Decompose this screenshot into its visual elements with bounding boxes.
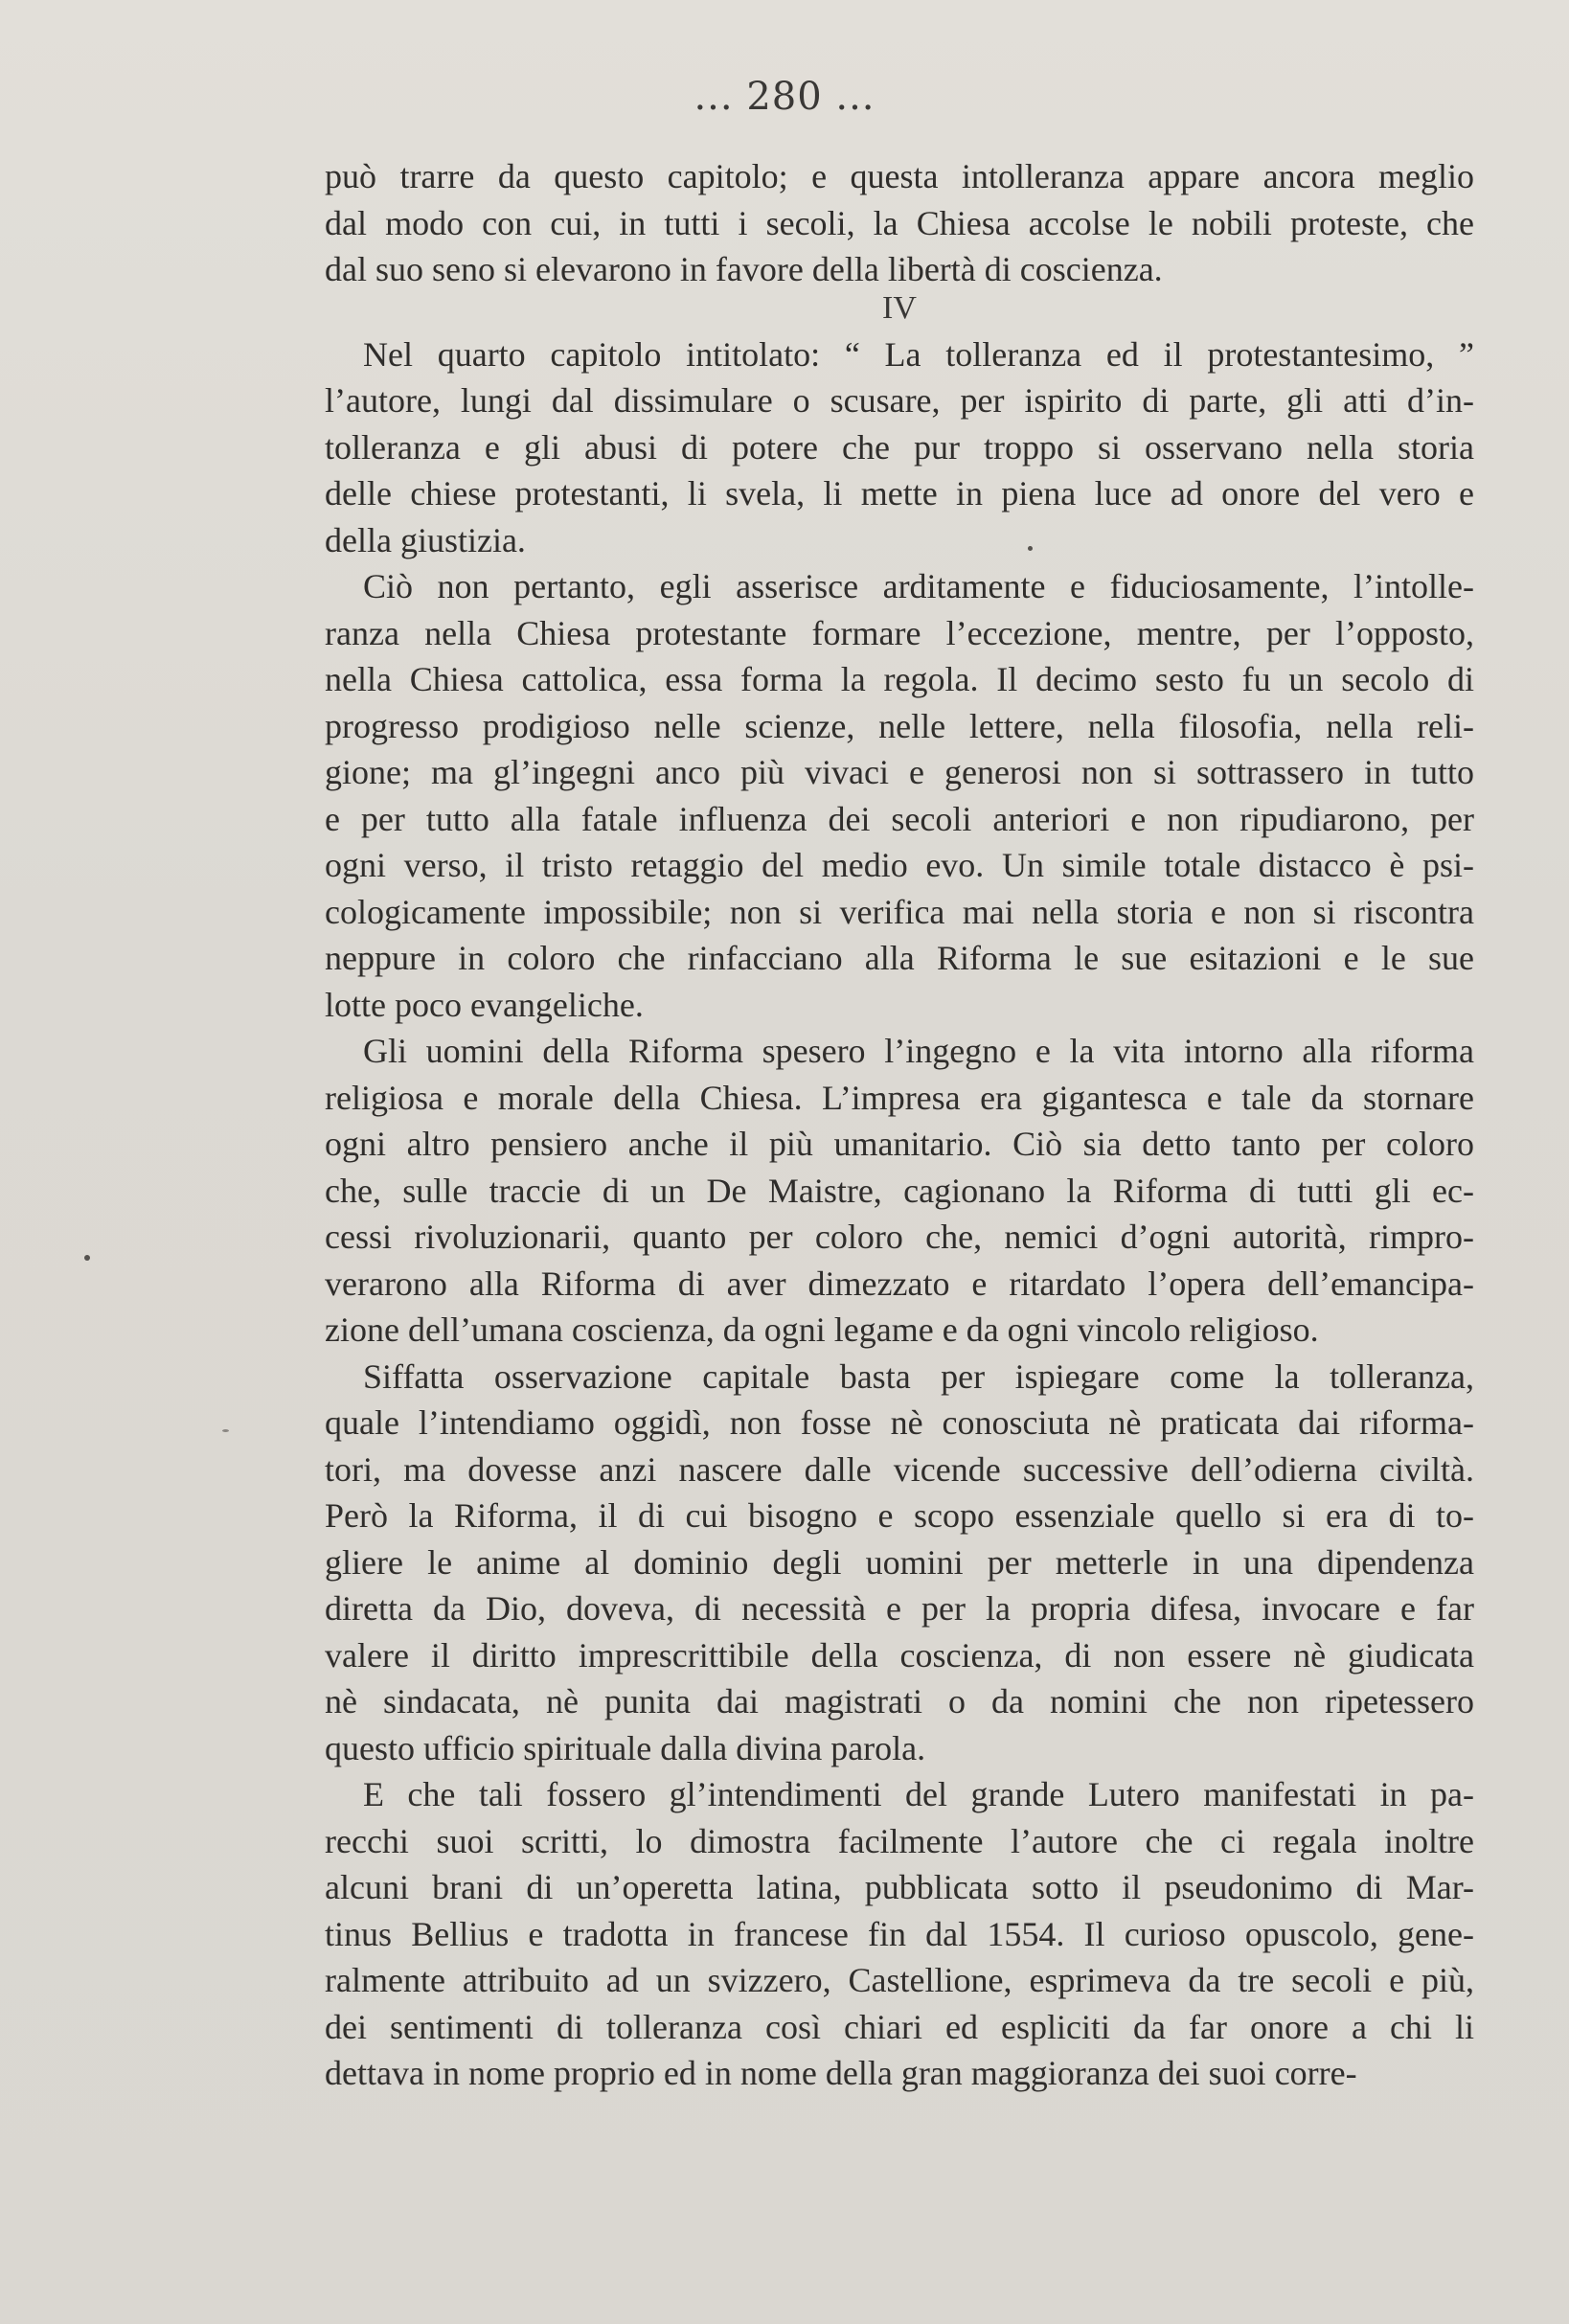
text-line: dei sentimenti di tolleranza così chiari ed espliciti da far onore a chi li (325, 2007, 1474, 2046)
paragraphs-before-heading (325, 153, 1474, 293)
text-line: nè sindacata, nè punita dai magistrati o da nomini che non ripetessero (325, 1682, 1474, 1720)
text-line: gliere le anime al dominio degli uomini per metterle in una dipendenza (325, 1542, 1474, 1582)
text-line: zione dell’umana coscienza, da ogni legame e da ogni vincolo religioso. (325, 1310, 1319, 1349)
paragraph (325, 1354, 1474, 1772)
text-line: Gli uomini della Riforma spesero l’ingegno e la vita intorno alla riforma (363, 1032, 1474, 1070)
text-line: cessi rivoluzionarii, quanto per coloro che, nemici d’ogni autorità, rimpro- (325, 1218, 1474, 1256)
text-line: diretta da Dio, doveva, di necessità e per la propria difesa, invocare e far (325, 1589, 1474, 1628)
text-line: l’autore, lungi dal dissimulare o scusare, per ispirito di parte, gli atti d’in- (325, 381, 1474, 420)
paragraph (325, 1771, 1474, 2097)
paragraph (325, 153, 1474, 293)
text-line: tori, ma dovesse anzi nascere dalle vicende successive dell’odierna civiltà. (325, 1449, 1474, 1489)
section-heading: IV (882, 289, 917, 326)
text-line: e per tutto alla fatale influenza dei secoli anteriori e non ripudiarono, per (325, 799, 1474, 838)
text-line: lotte poco evangeliche. (325, 985, 644, 1024)
page-speck (84, 1255, 90, 1261)
text-line: questo ufficio spirituale dalla divina parola. (325, 1728, 926, 1767)
page-speck (222, 1429, 229, 1432)
text-line: neppure in coloro che rinfacciano alla Riforma le sue esitazioni e le sue (325, 939, 1474, 977)
paragraphs-after-heading (325, 331, 1474, 2097)
text-line: ogni altro pensiero anche il più umanitario. Ciò sia detto tanto per coloro (325, 1125, 1474, 1163)
text-line: Nel quarto capitolo intitolato: “ La tolleranza ed il protestantesimo, ” (363, 334, 1474, 374)
page-number: ... 280 ... (694, 75, 875, 119)
paragraph (325, 563, 1474, 1028)
text-line: Ciò non pertanto, egli asserisce arditamente e fiduciosamente, l’intolle- (363, 567, 1474, 605)
text-line: della giustizia. (325, 520, 526, 559)
text-line: valere il diritto imprescrittibile della coscienza, di non essere nè giudicata (325, 1635, 1474, 1675)
text-line: tolleranza e gli abusi di potere che pur troppo si osservano nella storia (325, 427, 1474, 467)
text-line: verarono alla Riforma di aver dimezzato e ritardato l’opera dell’emancipa- (325, 1264, 1474, 1303)
page-speck (1028, 546, 1033, 551)
text-line: recchi suoi scritti, lo dimostra facilmente l’autore che ci regala inoltre (325, 1821, 1474, 1860)
text-line: Però la Riforma, il di cui bisogno e scopo essenziale quello si era di to- (325, 1496, 1474, 1535)
paragraph (325, 1028, 1474, 1354)
body-text (325, 153, 1474, 2097)
text-line: ranza nella Chiesa protestante formare l’eccezione, mentre, per l’opposto, (325, 613, 1474, 652)
text-line: può trarre da questo capitolo; e questa intolleranza appare ancora meglio (325, 157, 1474, 195)
text-line: dettava in nome proprio ed in nome della gran maggioranza dei suoi corre- (325, 2054, 1357, 2092)
text-line: nella Chiesa cattolica, essa forma la regola. Il decimo sesto fu un secolo di (325, 660, 1474, 698)
paragraph (325, 331, 1474, 564)
text-line: progresso prodigioso nelle scienze, nelle lettere, nella filosofia, nella reli- (325, 706, 1474, 745)
text-line: delle chiese protestanti, li svela, li mette in piena luce ad onore del vero e (325, 474, 1474, 513)
text-line: ralmente attribuito ad un svizzero, Castellione, esprimeva da tre secoli e più, (325, 1961, 1474, 1999)
text-line: dal suo seno si elevarono in favore della libertà di coscienza. (325, 250, 1163, 288)
text-line: religiosa e morale della Chiesa. L’impresa era gigantesca e tale da stornare (325, 1078, 1474, 1117)
text-line: alcuni brani di un’operetta latina, pubblicata sotto il pseudonimo di Mar- (325, 1868, 1474, 1906)
text-line: tinus Bellius e tradotta in francese fin dal 1554. Il curioso opuscolo, gene- (325, 1914, 1474, 1953)
text-line: che, sulle traccie di un De Maistre, cagionano la Riforma di tutti gli ec- (325, 1171, 1474, 1210)
text-line: ogni verso, il tristo retaggio del medio evo. Un simile totale distacco è psi- (325, 846, 1474, 884)
text-line: gione; ma gl’ingegni anco più vivaci e generosi non si sottrassero in tutto (325, 753, 1474, 791)
text-line: cologicamente impossibile; non si verifica mai nella storia e non si riscontra (325, 892, 1474, 931)
text-line: Siffatta osservazione capitale basta per ispiegare come la tolleranza, (363, 1356, 1474, 1396)
text-line: dal modo con cui, in tutti i secoli, la Chiesa accolse le nobili proteste, che (325, 203, 1474, 242)
text-line: quale l’intendiamo oggidì, non fosse nè conosciuta nè praticata dai riforma- (325, 1403, 1474, 1442)
text-line: E che tali fossero gl’intendimenti del grande Lutero manifestati in pa- (363, 1775, 1474, 1813)
